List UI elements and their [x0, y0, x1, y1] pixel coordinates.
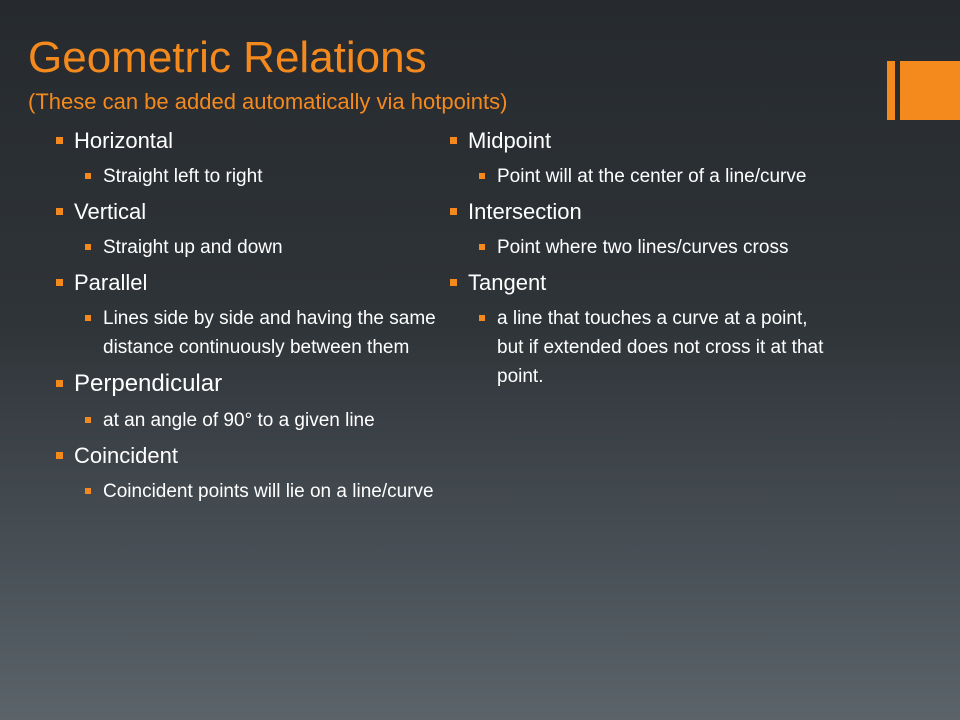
- slide-title: Geometric Relations: [28, 33, 427, 82]
- sub-bullet-text: at an angle of 90° to a given line: [85, 406, 440, 435]
- bullet-label: Tangent: [450, 268, 830, 298]
- sub-bullet-text: Coincident points will lie on a line/curve: [85, 477, 440, 506]
- bullet-label: Midpoint: [450, 126, 830, 156]
- sub-bullet-text: Straight left to right: [85, 162, 440, 191]
- list-item-tangent: [450, 268, 830, 391]
- list-item-midpoint: [450, 126, 830, 191]
- list-item-vertical: [56, 197, 440, 262]
- sub-bullet-text: Point will at the center of a line/curve: [479, 162, 830, 191]
- list-item-horizontal: [56, 126, 440, 191]
- list-item-perpendicular: [56, 368, 440, 435]
- slide-subtitle: (These can be added automatically via hotpoints): [28, 89, 508, 114]
- sub-bullet-text: Point where two lines/curves cross: [479, 233, 830, 262]
- list-item-parallel: [56, 268, 440, 362]
- sub-bullet-text: a line that touches a curve at a point, but if extended does not cross it at that point.: [479, 304, 830, 391]
- accent-bar-thin: [887, 61, 895, 120]
- sub-bullet-text: Lines side by side and having the same distance continuously between them: [85, 304, 440, 362]
- bullet-label: Coincident: [56, 441, 440, 471]
- bullet-label: Parallel: [56, 268, 440, 298]
- sub-bullet-text: Straight up and down: [85, 233, 440, 262]
- right-column: [450, 126, 830, 397]
- bullet-label: Intersection: [450, 197, 830, 227]
- bullet-label: Perpendicular: [56, 368, 440, 400]
- bullet-label: Horizontal: [56, 126, 440, 156]
- list-item-coincident: [56, 441, 440, 506]
- left-column: [56, 126, 440, 512]
- bullet-label: Vertical: [56, 197, 440, 227]
- list-item-intersection: [450, 197, 830, 262]
- accent-block: [900, 61, 960, 120]
